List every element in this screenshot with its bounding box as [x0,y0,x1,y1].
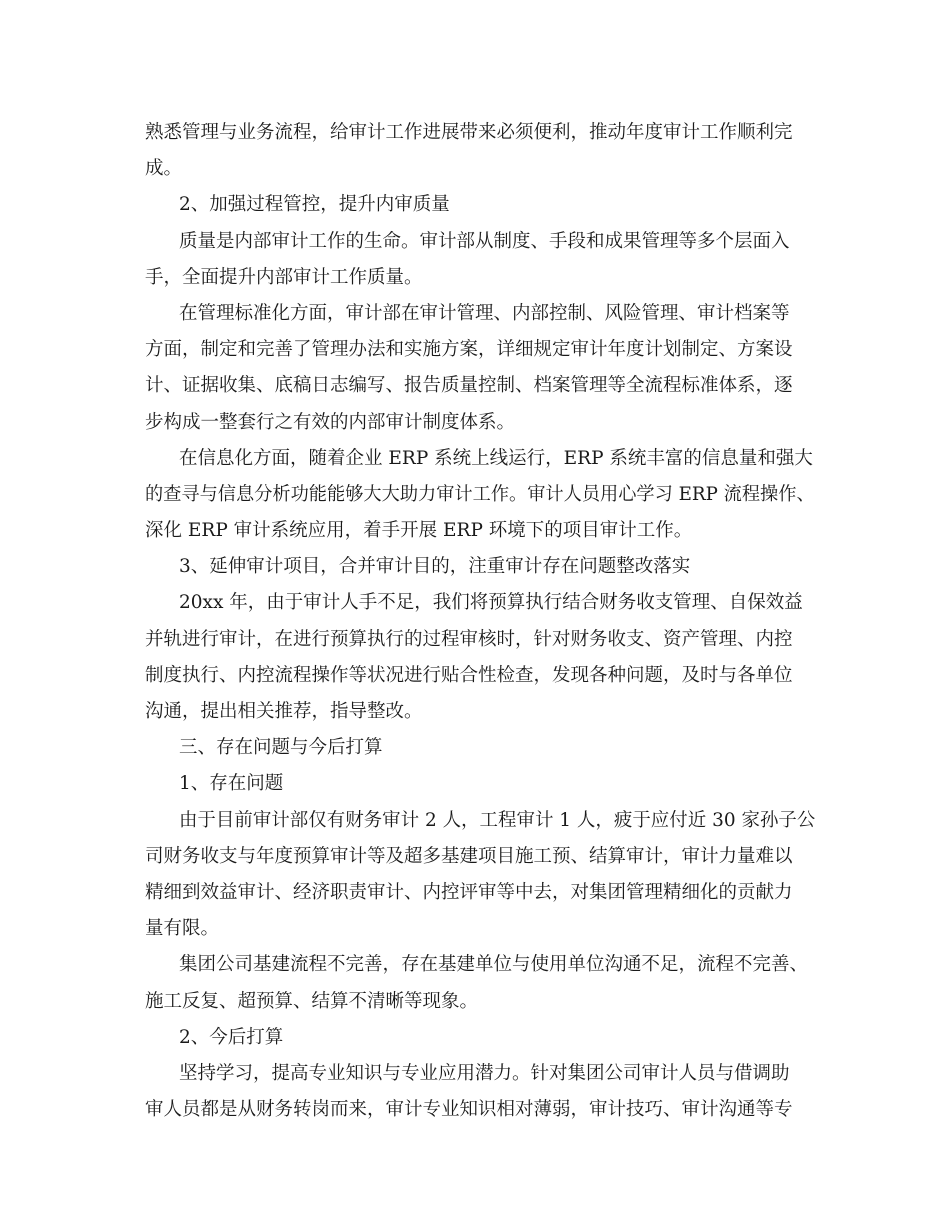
document-body [145,115,815,1128]
text-line: 计、证据收集、底稿日志编写、报告质量控制、档案管理等全流程标准体系，逐 [145,375,793,397]
text-line: 并轨进行审计，在进行预算执行的过程审核时，针对财务收支、资产管理、内控 [145,628,793,650]
section-heading: 2、今后打算 [179,1026,284,1048]
text-line: 司财务收支与年度预算审计等及超多基建项目施工预、结算审计，审计力量难以 [145,845,793,867]
text-line: 由于目前审计部仅有财务审计 2 人，工程审计 1 人，疲于应付近 30 家孙子公 [178,809,816,831]
section-heading: 2、加强过程管控，提升内审质量 [179,194,450,216]
text-line: 20xx 年，由于审计人手不足，我们将预算执行结合财务收支管理、自保效益 [179,592,803,614]
text-line: 熟悉管理与业务流程，给审计工作进展带来必须便利，推动年度审计工作顺利完 [145,122,793,143]
text-line: 集团公司基建流程不完善，存在基建单位与使用单位沟通不足，流程不完善、 [179,954,809,976]
text-line: 审人员都是从财务转岗而来，审计专业知识相对薄弱，审计技巧、审计沟通等专 [145,1099,793,1121]
text-line: 的查寻与信息分析功能能够大大助力审计工作。审计人员用心学习 ERP 流程操作、 [145,483,815,505]
text-line: 手，全面提升内部审计工作质量。 [145,266,423,288]
section-heading: 三、存在问题与今后打算 [179,737,383,759]
text-line: 精细到效益审计、经济职责审计、内控评审等中去，对集团管理精细化的贡献力 [145,881,793,903]
section-heading: 1、存在问题 [179,773,284,795]
text-line: 方面，制定和完善了管理办法和实施方案，详细规定审计年度计划制定、方案设 [145,339,793,361]
text-line: 深化 ERP 审计系统应用，着手开展 ERP 环境下的项目审计工作。 [145,520,693,542]
section-heading: 3、延伸审计项目，合并审计目的，注重审计存在问题整改落实 [179,556,691,578]
text-line: 施工反复、超预算、结算不清晰等现象。 [145,990,479,1012]
text-line: 在管理标准化方面，审计部在审计管理、内部控制、风险管理、审计档案等 [179,302,790,324]
text-line: 成。 [145,158,183,180]
text-line: 量有限。 [145,918,220,940]
text-line: 沟通，提出相关推荐，指导整改。 [145,701,423,722]
text-line: 步构成一整套行之有效的内部审计制度体系。 [145,411,516,433]
text-line: 在信息化方面，随着企业 ERP 系统上线运行，ERP 系统丰富的信息量和强大 [179,447,813,469]
text-line: 质量是内部审计工作的生命。审计部从制度、手段和成果管理等多个层面入 [179,230,790,252]
text-line: 坚持学习，提高专业知识与专业应用潜力。针对集团公司审计人员与借调助 [179,1062,790,1084]
text-line: 制度执行、内控流程操作等状况进行贴合性检查，发现各种问题，及时与各单位 [145,664,793,686]
